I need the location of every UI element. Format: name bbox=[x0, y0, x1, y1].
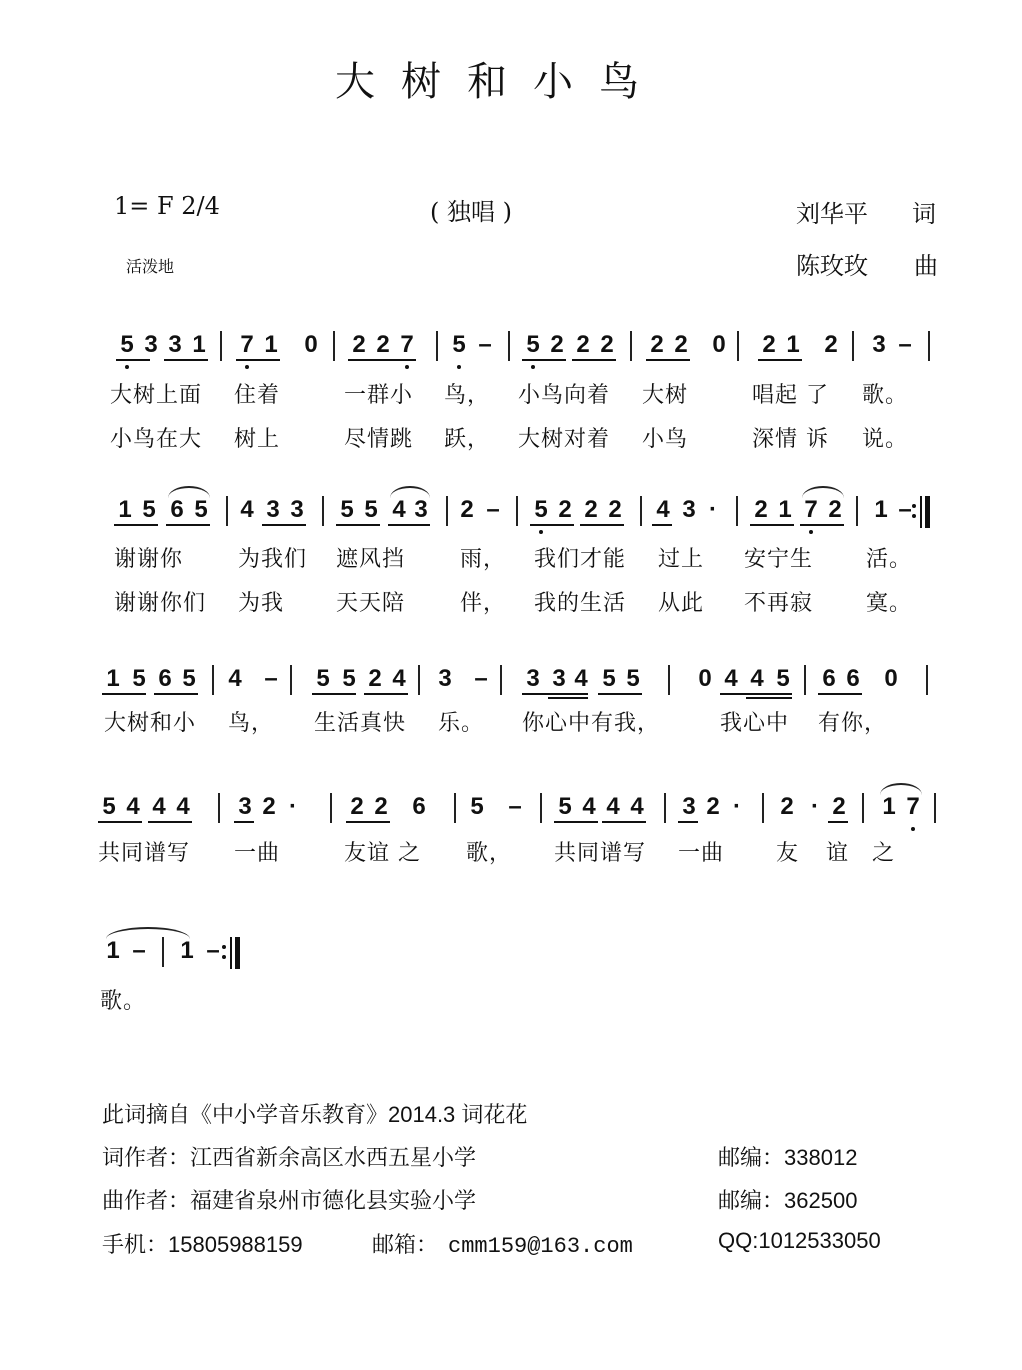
note: 1 bbox=[118, 496, 132, 523]
beam-line bbox=[572, 359, 616, 361]
note: 5 bbox=[340, 496, 354, 523]
barline bbox=[418, 665, 420, 695]
composer-zip-value: 362500 bbox=[784, 1188, 858, 1213]
barline bbox=[736, 496, 738, 526]
note: 5 bbox=[342, 665, 356, 692]
source-note: 此词摘自《中小学音乐教育》2014.3 词花花 bbox=[102, 1102, 528, 1127]
barline bbox=[540, 793, 542, 823]
beam-line bbox=[166, 524, 210, 526]
note: 7 bbox=[804, 496, 818, 523]
beam-line bbox=[116, 359, 150, 361]
barline bbox=[162, 937, 164, 967]
beam-line bbox=[312, 693, 356, 695]
composer-name: 陈玫玫 bbox=[796, 252, 868, 280]
barline bbox=[934, 793, 936, 823]
note: 6 bbox=[846, 665, 860, 692]
lyric-text: 小鸟在大 bbox=[110, 427, 203, 452]
email-label: 邮箱： bbox=[372, 1232, 439, 1257]
lyric-text: 天天陪 bbox=[336, 591, 406, 616]
beam-line bbox=[652, 524, 672, 526]
beam-line bbox=[102, 693, 146, 695]
note: 0 bbox=[712, 331, 726, 358]
lyric-text: 为我们 bbox=[238, 547, 308, 572]
note: 5 bbox=[626, 665, 640, 692]
lower-octave-dot bbox=[245, 365, 249, 369]
beam-line bbox=[522, 693, 588, 695]
note: 0 bbox=[304, 331, 318, 358]
augmentation-dot: · bbox=[733, 793, 741, 820]
note: 6 bbox=[822, 665, 836, 692]
note: 2 bbox=[550, 331, 564, 358]
note: 1 bbox=[106, 665, 120, 692]
note: 5 bbox=[364, 496, 378, 523]
note: 2 bbox=[828, 496, 842, 523]
lyric-text: 谢谢你们 bbox=[114, 591, 207, 616]
note: 3 bbox=[290, 496, 304, 523]
lyric-text: 生活真快 bbox=[314, 711, 407, 736]
barline bbox=[926, 665, 928, 695]
note: 4 bbox=[724, 665, 738, 692]
beam-line bbox=[646, 359, 690, 361]
note: 4 bbox=[630, 793, 644, 820]
lyric-text: 寞。 bbox=[866, 591, 913, 616]
lyric-text: 说。 bbox=[862, 427, 909, 452]
beam-line bbox=[602, 821, 646, 823]
note: 7 bbox=[240, 331, 254, 358]
note: 5 bbox=[452, 331, 466, 358]
note: 4 bbox=[126, 793, 140, 820]
barline bbox=[804, 665, 806, 695]
note: 2 bbox=[754, 496, 768, 523]
barline bbox=[220, 331, 222, 361]
note: 4 bbox=[582, 793, 596, 820]
lyric-text: 雨， bbox=[460, 547, 507, 572]
note: 3 bbox=[144, 331, 158, 358]
note: 3 bbox=[526, 665, 540, 692]
barline bbox=[508, 331, 510, 361]
augmentation-dot: · bbox=[811, 793, 819, 820]
barline bbox=[928, 331, 930, 361]
note: 0 bbox=[698, 665, 712, 692]
dash-extension: – bbox=[898, 331, 912, 358]
composer-zip-label: 邮编： bbox=[718, 1188, 785, 1213]
barline bbox=[668, 665, 670, 695]
slur-tie bbox=[880, 783, 922, 795]
dash-extension: – bbox=[478, 331, 492, 358]
note: 4 bbox=[750, 665, 764, 692]
note: 2 bbox=[600, 331, 614, 358]
beam-line bbox=[678, 821, 698, 823]
barline bbox=[630, 331, 632, 361]
note: 2 bbox=[584, 496, 598, 523]
note: 1 bbox=[106, 937, 120, 964]
note: 2 bbox=[832, 793, 846, 820]
lyric-text: 一群小 bbox=[344, 383, 414, 408]
lower-octave-dot bbox=[809, 530, 813, 534]
augmentation-dot: · bbox=[289, 793, 297, 820]
note: 6 bbox=[170, 496, 184, 523]
beam-line bbox=[720, 693, 792, 695]
note: 3 bbox=[438, 665, 452, 692]
lyric-text: 尽情跳 bbox=[344, 427, 414, 452]
lyric-text: 歌。 bbox=[100, 989, 147, 1014]
lyric-text: 小鸟 bbox=[642, 427, 689, 452]
barline bbox=[322, 496, 324, 526]
lyric-text: 谢谢你 bbox=[114, 547, 184, 572]
beam-line bbox=[262, 524, 306, 526]
note: 5 bbox=[102, 793, 116, 820]
lyric-text: 跃， bbox=[444, 427, 491, 452]
performance-type: ( 独唱 ) bbox=[430, 198, 512, 226]
dash-extension: – bbox=[474, 665, 488, 692]
song-title: 大树和小鸟 bbox=[335, 59, 665, 105]
beam-line bbox=[580, 524, 624, 526]
beam-line bbox=[348, 359, 416, 361]
email bbox=[372, 1228, 633, 1259]
lyric-text: 我心中 bbox=[720, 711, 790, 736]
email-value[interactable]: cmm159@163.com bbox=[448, 1234, 633, 1259]
lyricist-name: 刘华平 bbox=[796, 200, 868, 228]
lyric-text: 谊 bbox=[826, 841, 850, 866]
beam-line-double bbox=[746, 697, 792, 699]
barline bbox=[640, 496, 642, 526]
note: 1 bbox=[192, 331, 206, 358]
lyricist-zip-value: 338012 bbox=[784, 1145, 858, 1170]
beam-line bbox=[234, 821, 254, 823]
beam-line bbox=[164, 359, 208, 361]
note: 4 bbox=[176, 793, 190, 820]
lyric-text: 鸟， bbox=[444, 383, 491, 408]
barline bbox=[446, 496, 448, 526]
composer-address bbox=[102, 1184, 476, 1215]
lyric-text: 深情 诉 bbox=[752, 427, 829, 452]
qq-value: 1012533050 bbox=[758, 1228, 881, 1253]
note: 2 bbox=[706, 793, 720, 820]
lower-octave-dot bbox=[457, 365, 461, 369]
lyricist-zip-label: 邮编： bbox=[718, 1145, 785, 1170]
note: 1 bbox=[778, 496, 792, 523]
lyric-text: 乐。 bbox=[438, 711, 485, 736]
barline bbox=[290, 665, 292, 695]
note: 7 bbox=[400, 331, 414, 358]
note: 5 bbox=[526, 331, 540, 358]
lyric-text: 共同谱写 bbox=[98, 841, 191, 866]
note: 2 bbox=[350, 793, 364, 820]
note: 6 bbox=[412, 793, 426, 820]
note: 5 bbox=[776, 665, 790, 692]
note: 4 bbox=[392, 665, 406, 692]
qq-label: QQ: bbox=[718, 1228, 759, 1253]
note: 5 bbox=[194, 496, 208, 523]
lyric-text: 歌。 bbox=[862, 383, 909, 408]
note: 1 bbox=[180, 937, 194, 964]
note: 6 bbox=[158, 665, 172, 692]
lyric-text: 不再寂 bbox=[744, 591, 814, 616]
note: 3 bbox=[872, 331, 886, 358]
lyric-text: 一曲 bbox=[678, 841, 725, 866]
beam-line bbox=[336, 524, 380, 526]
lyric-text: 歌， bbox=[466, 841, 513, 866]
beam-line bbox=[154, 693, 198, 695]
lyric-text: 安宁生 bbox=[744, 547, 814, 572]
lyric-text: 大树对着 bbox=[518, 427, 611, 452]
note: 2 bbox=[376, 331, 390, 358]
lyric-text: 友 bbox=[776, 841, 800, 866]
lyric-text: 你心中有我， bbox=[522, 711, 661, 736]
note: 3 bbox=[266, 496, 280, 523]
augmentation-dot: · bbox=[709, 496, 717, 523]
lyric-text: 住着 bbox=[234, 383, 281, 408]
beam-line bbox=[114, 524, 158, 526]
qq bbox=[718, 1228, 881, 1254]
note: 4 bbox=[152, 793, 166, 820]
repeat-end-barline bbox=[912, 496, 932, 528]
slur-tie bbox=[168, 486, 210, 498]
barline bbox=[212, 665, 214, 695]
note: 4 bbox=[606, 793, 620, 820]
dash-extension: – bbox=[132, 937, 146, 964]
slur-tie bbox=[390, 486, 430, 498]
lyric-text: 一曲 bbox=[234, 841, 281, 866]
note: 5 bbox=[182, 665, 196, 692]
beam-line bbox=[364, 693, 408, 695]
barline bbox=[664, 793, 666, 823]
lyric-text: 友谊 之 bbox=[344, 841, 421, 866]
beam-line bbox=[522, 359, 566, 361]
note: 3 bbox=[552, 665, 566, 692]
beam-line bbox=[236, 359, 280, 361]
lyric-text: 我的生活 bbox=[534, 591, 627, 616]
beam-line bbox=[828, 821, 848, 823]
beam-line bbox=[530, 524, 574, 526]
beam-line-double bbox=[548, 697, 588, 699]
beam-line bbox=[800, 524, 844, 526]
note: 2 bbox=[262, 793, 276, 820]
lyric-text: 遮风挡 bbox=[336, 547, 406, 572]
phone-value: 15805988159 bbox=[168, 1232, 303, 1257]
lower-octave-dot bbox=[911, 827, 915, 831]
note: 3 bbox=[168, 331, 182, 358]
dash-extension: – bbox=[898, 496, 912, 523]
barline bbox=[330, 793, 332, 823]
barline bbox=[226, 496, 228, 526]
lyricist-address bbox=[102, 1141, 476, 1172]
note: 4 bbox=[228, 665, 242, 692]
barline bbox=[516, 496, 518, 526]
repeat-end-barline bbox=[222, 937, 242, 969]
note: 2 bbox=[374, 793, 388, 820]
beam-line bbox=[98, 821, 142, 823]
lyric-text: 我们才能 bbox=[534, 547, 627, 572]
note: 1 bbox=[882, 793, 896, 820]
lyric-text: 伴， bbox=[460, 591, 507, 616]
barline bbox=[500, 665, 502, 695]
lyric-text: 活。 bbox=[866, 547, 913, 572]
note: 2 bbox=[650, 331, 664, 358]
dash-extension: – bbox=[264, 665, 278, 692]
lyric-text: 之 bbox=[872, 841, 896, 866]
note: 5 bbox=[534, 496, 548, 523]
note: 3 bbox=[682, 793, 696, 820]
barline bbox=[856, 496, 858, 526]
slur-tie bbox=[802, 486, 844, 498]
note: 2 bbox=[558, 496, 572, 523]
lyric-text: 唱起 了 bbox=[752, 383, 829, 408]
note: 2 bbox=[576, 331, 590, 358]
barline bbox=[862, 793, 864, 823]
lower-octave-dot bbox=[531, 365, 535, 369]
note: 4 bbox=[240, 496, 254, 523]
lyric-text: 树上 bbox=[234, 427, 281, 452]
note: 7 bbox=[906, 793, 920, 820]
lyric-text: 从此 bbox=[658, 591, 705, 616]
note: 5 bbox=[120, 331, 134, 358]
dash-extension: – bbox=[486, 496, 500, 523]
barline bbox=[852, 331, 854, 361]
composer-role: 曲 bbox=[914, 252, 938, 280]
lyric-text: 大树和小 bbox=[104, 711, 197, 736]
phone-label: 手机： bbox=[102, 1232, 169, 1257]
note: 2 bbox=[608, 496, 622, 523]
note: 5 bbox=[142, 496, 156, 523]
lyric-text: 鸟， bbox=[228, 711, 275, 736]
lyricist-address-value: 江西省新余高区水西五星小学 bbox=[190, 1145, 477, 1170]
barline bbox=[737, 331, 739, 361]
lyric-text: 有你， bbox=[818, 711, 888, 736]
beam-line bbox=[750, 524, 794, 526]
note: 1 bbox=[786, 331, 800, 358]
lower-octave-dot bbox=[539, 530, 543, 534]
lyric-text: 共同谱写 bbox=[554, 841, 647, 866]
beam-line bbox=[758, 359, 802, 361]
note: 4 bbox=[656, 496, 670, 523]
lyricist-address-label: 词作者： bbox=[102, 1145, 191, 1170]
key-time-signature: 1= F 2/4 bbox=[114, 192, 220, 220]
note: 4 bbox=[574, 665, 588, 692]
note: 5 bbox=[132, 665, 146, 692]
phone bbox=[102, 1228, 303, 1259]
note: 2 bbox=[368, 665, 382, 692]
note: 3 bbox=[238, 793, 252, 820]
barline bbox=[436, 331, 438, 361]
note: 2 bbox=[780, 793, 794, 820]
dash-extension: – bbox=[508, 793, 522, 820]
beam-line bbox=[598, 693, 642, 695]
beam-line bbox=[554, 821, 598, 823]
composer-zip bbox=[718, 1184, 857, 1215]
barline bbox=[218, 793, 220, 823]
note: 2 bbox=[762, 331, 776, 358]
note: 1 bbox=[874, 496, 888, 523]
barline bbox=[454, 793, 456, 823]
barline bbox=[762, 793, 764, 823]
note: 2 bbox=[824, 331, 838, 358]
lower-octave-dot bbox=[125, 365, 129, 369]
slur-tie bbox=[106, 927, 190, 939]
beam-line bbox=[346, 821, 390, 823]
note: 4 bbox=[392, 496, 406, 523]
lyric-text: 过上 bbox=[658, 547, 705, 572]
beam-line bbox=[818, 693, 862, 695]
lyricist-role: 词 bbox=[912, 200, 936, 228]
beam-line bbox=[388, 524, 430, 526]
tempo-marking: 活泼地 bbox=[126, 257, 175, 276]
note: 1 bbox=[264, 331, 278, 358]
lower-octave-dot bbox=[405, 365, 409, 369]
note: 5 bbox=[558, 793, 572, 820]
beam-line bbox=[148, 821, 192, 823]
note: 3 bbox=[682, 496, 696, 523]
note: 5 bbox=[316, 665, 330, 692]
lyric-text: 大树上面 bbox=[110, 383, 203, 408]
note: 5 bbox=[602, 665, 616, 692]
note: 3 bbox=[414, 496, 428, 523]
lyric-text: 小鸟向着 bbox=[518, 383, 611, 408]
note: 0 bbox=[884, 665, 898, 692]
barline bbox=[333, 331, 335, 361]
composer-address-label: 曲作者： bbox=[102, 1188, 191, 1213]
note: 2 bbox=[352, 331, 366, 358]
composer-address-value: 福建省泉州市德化县实验小学 bbox=[190, 1188, 477, 1213]
lyric-text: 大树 bbox=[642, 383, 689, 408]
note: 5 bbox=[470, 793, 484, 820]
dash-extension: – bbox=[206, 937, 220, 964]
note: 2 bbox=[460, 496, 474, 523]
lyricist-zip bbox=[718, 1141, 857, 1172]
note: 2 bbox=[674, 331, 688, 358]
lyric-text: 为我 bbox=[238, 591, 285, 616]
